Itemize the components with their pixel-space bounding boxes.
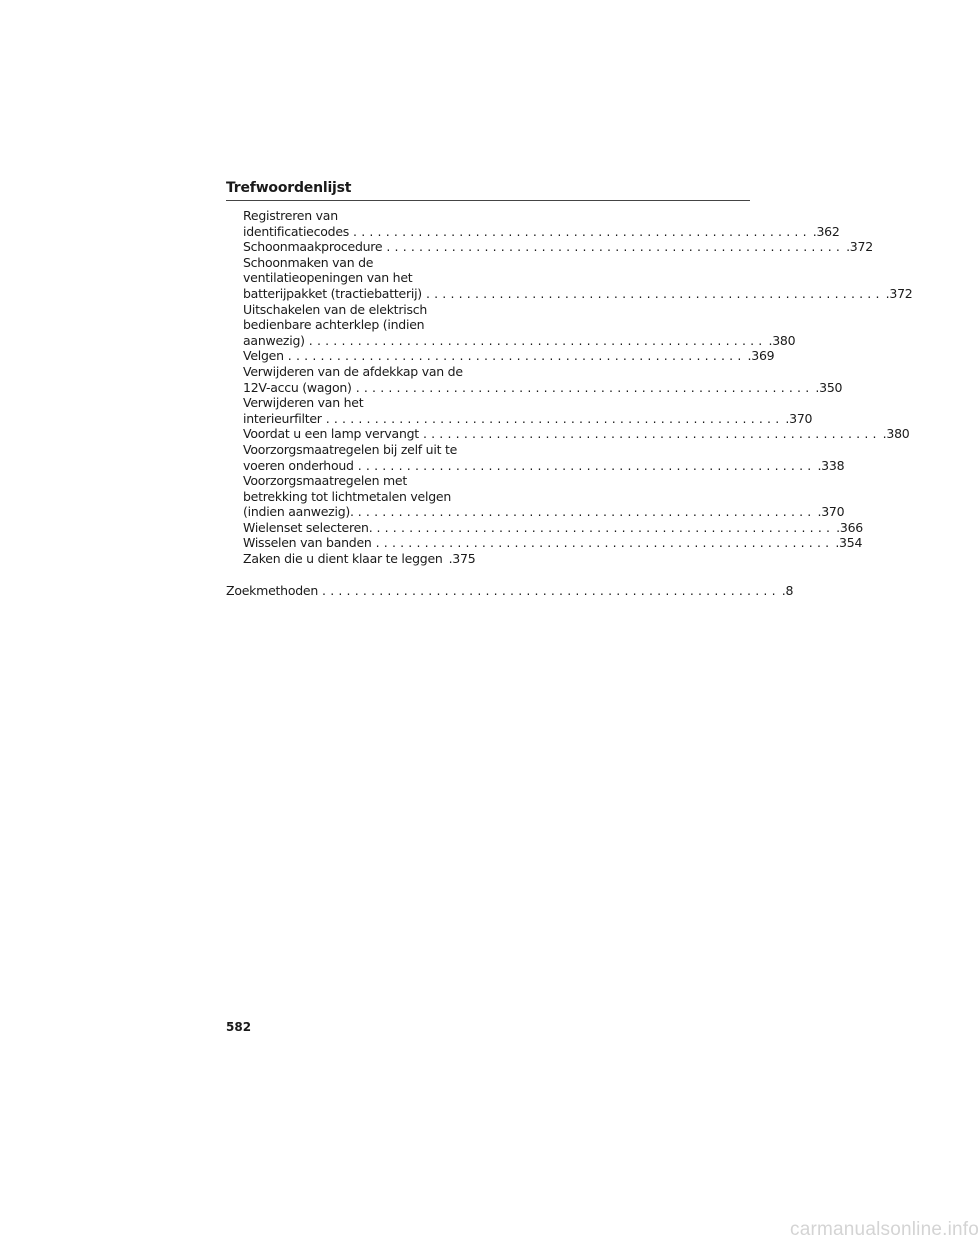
index-entry-label: batterijpakket (tractiebatterij) [243,285,422,301]
index-sublist [243,208,913,567]
dot-leader: ........................................................ [325,410,784,426]
index-entry-label: 12V-accu (wagon) [243,379,352,395]
section-title: Trefwoordenlijst [226,180,352,196]
dot-leader: ........................................................ [357,457,816,473]
dot-leader: ........................................................ [355,379,814,395]
index-entry-label: Zaken die u dient klaar te leggen [243,551,443,567]
index-entry[interactable] [243,441,845,473]
index-entry-text: Verwijderen van de afdekkap van de [243,363,463,379]
index-entry[interactable] [243,535,863,551]
index-entry-label: Zoekmethoden [226,583,319,598]
page-reference[interactable]: .380 [768,332,796,348]
index-entry-text: bedienbare achterklep (indien [243,317,425,333]
index-entry-text: Uitschakelen van de elektrisch [243,301,427,317]
dot-leader: ........................................................ [308,332,767,348]
page-reference[interactable]: .370 [785,410,813,426]
watermark: carmanualsonline.info [790,1219,979,1240]
page-reference[interactable]: .338 [817,457,845,473]
index-entry-label: Velgen [243,348,284,364]
page-reference[interactable]: .350 [815,379,843,395]
index-entry-text: Verwijderen van het [243,395,364,411]
index-entry-label: voeren onderhoud [243,457,354,473]
index-entry-label: Voordat u een lamp vervangt [243,426,419,442]
dot-leader: ........................................................ [287,348,746,364]
page-reference[interactable]: .362 [812,223,840,239]
page-reference[interactable]: .372 [885,285,913,301]
page-number: 582 [226,1020,252,1034]
page-header [226,178,750,201]
index-entry[interactable] [243,363,843,395]
index-entry[interactable] [243,395,813,426]
index-entry-zoekmethoden[interactable] [226,583,794,599]
index-entry-label: Schoonmaakprocedure [243,239,383,255]
index-entry-label: identificatiecodes [243,223,350,239]
index-entry-label: (indien aanwezig). [243,504,354,520]
dot-leader: ........................................................ [422,426,881,442]
dot-leader: ........................................................ [357,504,816,520]
index-entry-text: Voorzorgsmaatregelen met [243,473,407,489]
dot-leader: ........................................................ [425,285,884,301]
index-entry[interactable] [243,348,775,364]
index-entry-label: aanwezig) [243,332,305,348]
index-entry-label: Wielenset selecteren. [243,519,373,535]
index-entry[interactable] [243,301,796,349]
page-reference[interactable]: .375 [448,551,476,567]
dot-leader: ........................................................ [322,583,780,598]
index-entry[interactable] [243,473,845,520]
dot-leader: ........................................................ [386,239,845,255]
dot-leader: ........................................................ [353,223,811,239]
index-entry[interactable] [243,254,913,302]
dot-leader: ........................................................ [376,519,835,535]
page-reference[interactable]: .370 [817,504,845,520]
index-entry[interactable] [243,239,873,255]
page-reference[interactable]: .372 [846,239,873,255]
index-entry-label: interieurfilter [243,410,322,426]
index-entry[interactable] [243,426,910,442]
index-entry-text: betrekking tot lichtmetalen velgen [243,488,452,504]
index-entry[interactable] [243,208,840,239]
index-entry-text: Voorzorgsmaatregelen bij zelf uit te [243,441,458,457]
index-entry[interactable] [243,551,476,567]
index-entry-text: ventilatieopeningen van het [243,270,413,286]
index-entry-text: Registreren van [243,208,338,223]
index-entry-label: Wisselen van banden [243,535,372,551]
page-reference[interactable]: .366 [836,519,864,535]
page-reference[interactable]: .380 [882,426,910,442]
page-reference[interactable]: .8 [781,583,794,598]
index-entry[interactable] [243,519,864,536]
page-reference[interactable]: .354 [835,535,863,551]
dot-leader: ........................................................ [375,535,834,551]
page-reference[interactable]: .369 [747,348,775,364]
index-entry-text: Schoonmaken van de [243,254,374,270]
